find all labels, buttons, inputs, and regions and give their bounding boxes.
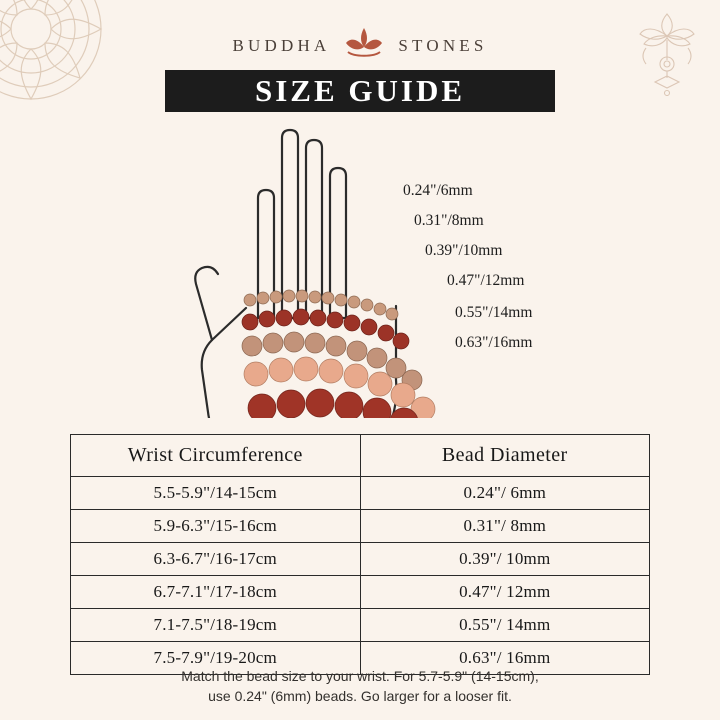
cell-wrist: 7.5-7.9"/19-20cm [71, 642, 361, 675]
page-title: SIZE GUIDE [254, 73, 466, 108]
callout-8mm: 0.31"/8mm [414, 212, 484, 229]
table-header-row [71, 435, 650, 477]
table-row [71, 477, 650, 510]
cell-wrist: 5.9-6.3"/15-16cm [71, 510, 361, 543]
page-title-banner [165, 70, 555, 112]
brand-header [0, 26, 720, 65]
column-header-wrist: Wrist Circumference [71, 435, 361, 477]
callout-12mm: 0.47"/12mm [447, 272, 525, 289]
hand-with-bracelets-illustration [0, 118, 720, 418]
cell-bead: 0.39"/ 10mm [360, 543, 650, 576]
footer-note [0, 666, 720, 707]
callout-6mm: 0.24"/6mm [403, 182, 473, 199]
cell-bead: 0.31"/ 8mm [360, 510, 650, 543]
lotus-icon [344, 26, 384, 65]
table-row [71, 576, 650, 609]
cell-bead: 0.24"/ 6mm [360, 477, 650, 510]
cell-bead: 0.63"/ 16mm [360, 642, 650, 675]
cell-wrist: 5.5-5.9"/14-15cm [71, 477, 361, 510]
size-table-wrapper [70, 434, 650, 675]
cell-wrist: 6.7-7.1"/17-18cm [71, 576, 361, 609]
callout-14mm: 0.55"/14mm [455, 304, 533, 321]
cell-bead: 0.55"/ 14mm [360, 609, 650, 642]
footer-note-line-2: use 0.24" (6mm) beads. Go larger for a looser fit. [208, 688, 512, 705]
brand-word-left: BUDDHA [232, 35, 331, 55]
table-row [71, 543, 650, 576]
cell-wrist: 7.1-7.5"/18-19cm [71, 609, 361, 642]
table-row [71, 510, 650, 543]
brand-word-right: STONES [398, 35, 488, 55]
column-header-bead: Bead Diameter [360, 435, 650, 477]
cell-bead: 0.47"/ 12mm [360, 576, 650, 609]
bracelet-rows [242, 290, 445, 418]
callout-16mm: 0.63"/16mm [455, 334, 533, 351]
footer-note-line-1: Match the bead size to your wrist. For 5.7-5.9" (14-15cm), [181, 668, 539, 684]
callout-10mm: 0.39"/10mm [425, 242, 503, 259]
table-row [71, 609, 650, 642]
cell-wrist: 6.3-6.7"/16-17cm [71, 543, 361, 576]
size-table [70, 434, 650, 675]
